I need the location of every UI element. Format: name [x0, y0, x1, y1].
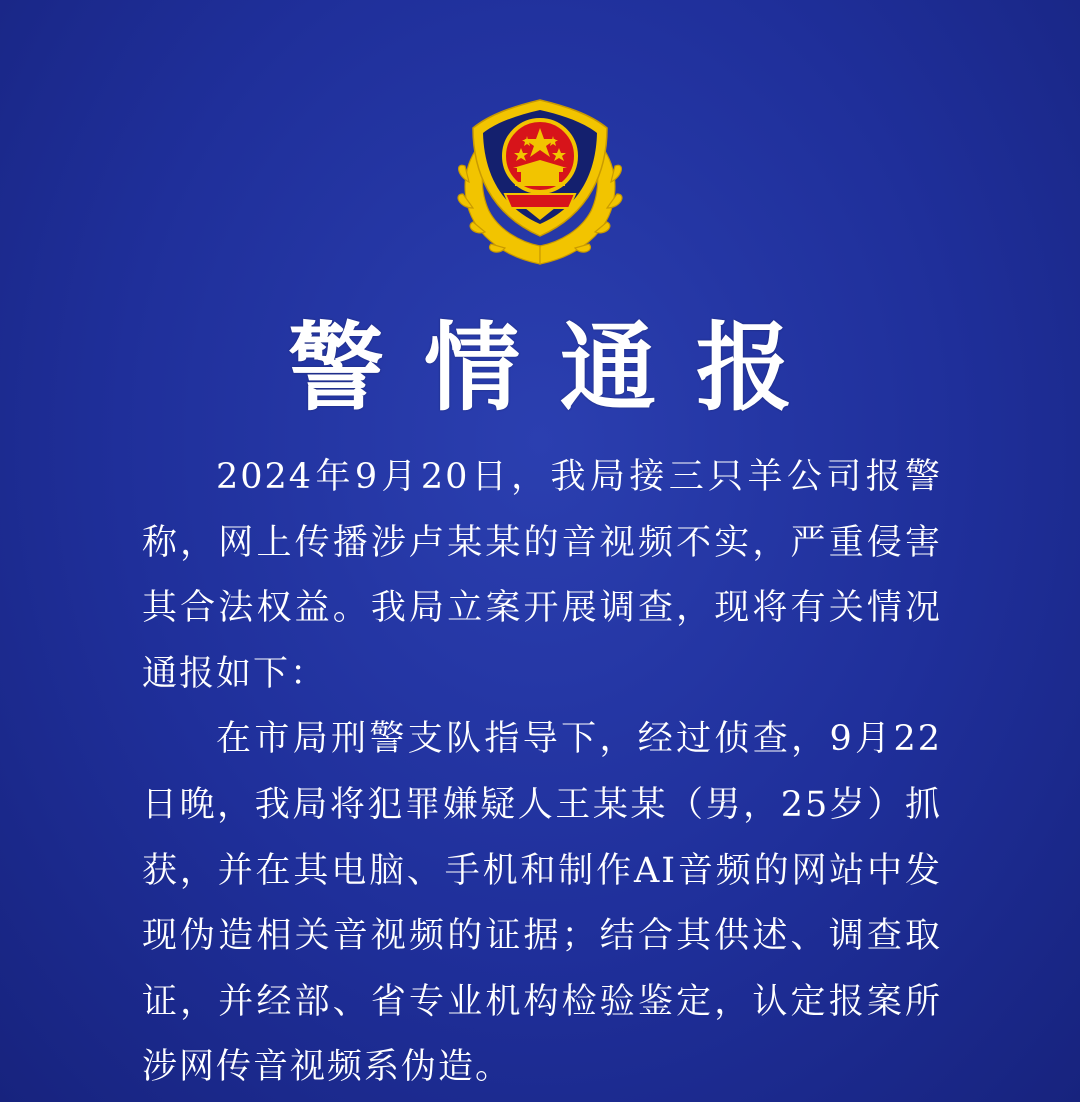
notice-title: 警情通报 [288, 312, 832, 424]
notice-paragraph: 在市局刑警支队指导下，经过侦查，9月22日晚，我局将犯罪嫌疑人王某某（男，25岁）抓获，并在其电脑、手机和制作AI音频的网站中发现伪造相关音视频的证据；结合其供述、调查取证，并经部、省专业机构检验鉴定，认定报案所涉网传音视频系伪造。 [142, 719, 942, 1088]
notice-body [142, 445, 942, 1101]
police-emblem-icon [455, 96, 625, 272]
notice-paragraph: 2024年9月20日，我局接三只羊公司报警称，网上传播涉卢某某的音视频不实，严重侵害其合法权益。我局立案开展调查，现将有关情况通报如下： [142, 457, 942, 694]
